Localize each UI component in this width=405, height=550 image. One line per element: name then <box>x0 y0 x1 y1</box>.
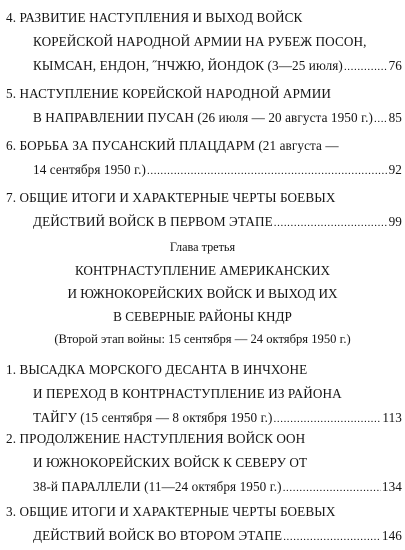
toc-entry-title: КОРЕЙСКОЙ НАРОДНОЙ АРМИИ НА РУБЕЖ ПОСОН, <box>33 34 367 49</box>
dot-leader <box>274 210 388 235</box>
toc-entry-title: И ПЕРЕХОД В КОНТРНАСТУПЛЕНИЕ ИЗ РАЙОНА <box>33 386 342 401</box>
page-number: 99 <box>388 214 402 229</box>
toc-entry-line <box>6 358 404 382</box>
toc-entry-2[interactable] <box>6 427 404 499</box>
toc-entry-title: 4. РАЗВИТИЕ НАСТУПЛЕНИЯ И ВЫХОД ВОЙСК <box>6 10 303 25</box>
chapter-heading <box>0 236 405 351</box>
toc-entry-1[interactable] <box>6 358 404 430</box>
toc-entry-title: КЫМСАН, ЕНДОН, ˝НЧЖЮ, ЙОНДОК (3—25 июля) <box>33 58 343 73</box>
page-number: 85 <box>388 110 402 125</box>
dot-leader <box>283 475 381 500</box>
toc-entry-title: 3. ОБЩИЕ ИТОГИ И ХАРАКТЕРНЫЕ ЧЕРТЫ БОЕВЫХ <box>6 504 336 519</box>
toc-entry-line <box>6 451 404 475</box>
toc-entry-title: 6. БОРЬБА ЗА ПУСАНСКИЙ ПЛАЦДАРМ (21 августа — <box>6 138 339 153</box>
toc-entry-line <box>6 158 404 182</box>
chapter-subtitle: (Второй этап войны: 15 сентября — 24 октября 1950 г.) <box>54 332 351 346</box>
page-number: 146 <box>381 528 402 543</box>
toc-entry-line <box>6 6 404 30</box>
toc-entry-line <box>6 186 404 210</box>
toc-entry-4[interactable] <box>6 6 404 78</box>
toc-entry-line <box>6 54 404 78</box>
toc-entry-line <box>6 524 404 548</box>
chapter-label: Глава третья <box>169 240 236 254</box>
toc-entry-title: 7. ОБЩИЕ ИТОГИ И ХАРАКТЕРНЫЕ ЧЕРТЫ БОЕВЫХ <box>6 190 336 205</box>
page-number: 134 <box>381 479 402 494</box>
toc-entry-title: В НАПРАВЛЕНИИ ПУСАН (26 июля — 20 августа 1950 г.) <box>33 110 373 125</box>
chapter-title-line: В СЕВЕРНЫЕ РАЙОНЫ КНДР <box>113 309 292 324</box>
toc-entry-title: 2. ПРОДОЛЖЕНИЕ НАСТУПЛЕНИЯ ВОЙСК ООН <box>6 431 306 446</box>
toc-entry-7[interactable] <box>6 186 404 234</box>
dot-leader <box>283 524 381 549</box>
toc-entry-line <box>6 500 404 524</box>
page-number: 76 <box>388 58 402 73</box>
toc-entry-line <box>6 134 404 158</box>
toc-entry-line <box>6 106 404 130</box>
page-number: 113 <box>382 410 402 425</box>
dot-leader <box>374 106 388 131</box>
dot-leader <box>147 158 388 183</box>
toc-entry-line <box>6 82 404 106</box>
toc-entry-title: ДЕЙСТВИЙ ВОЙСК ВО ВТОРОМ ЭТАПЕ <box>33 528 283 543</box>
toc-entry-title: 1. ВЫСАДКА МОРСКОГО ДЕСАНТА В ИНЧХОНЕ <box>6 362 308 377</box>
chapter-title-line: И ЮЖНОКОРЕЙСКИХ ВОЙСК И ВЫХОД ИХ <box>67 286 338 301</box>
toc-entry-title: 14 сентября 1950 г.) <box>33 162 147 177</box>
toc-entry-line <box>6 210 404 234</box>
toc-entry-5[interactable] <box>6 82 404 130</box>
toc-entry-title: И ЮЖНОКОРЕЙСКИХ ВОЙСК К СЕВЕРУ ОТ <box>33 455 308 470</box>
page-number: 92 <box>388 162 402 177</box>
toc-entry-line <box>6 427 404 451</box>
toc-entry-line <box>6 30 404 54</box>
dot-leader <box>344 54 388 79</box>
toc-entry-title: ТАЙГУ (15 сентября — 8 октября 1950 г.) <box>33 410 273 425</box>
toc-entry-line <box>6 475 404 499</box>
toc-entry-6[interactable] <box>6 134 404 182</box>
chapter-title-line: КОНТРНАСТУПЛЕНИЕ АМЕРИКАНСКИХ <box>74 263 331 278</box>
toc-entry-title: 38-й ПАРАЛЛЕЛИ (11—24 октября 1950 г.) <box>33 479 282 494</box>
toc-entry-title: ДЕЙСТВИЙ ВОЙСК В ПЕРВОМ ЭТАПЕ <box>33 214 273 229</box>
toc-entry-3[interactable] <box>6 500 404 548</box>
toc-entry-title: 5. НАСТУПЛЕНИЕ КОРЕЙСКОЙ НАРОДНОЙ АРМИИ <box>6 86 332 101</box>
toc-entry-line <box>6 382 404 406</box>
